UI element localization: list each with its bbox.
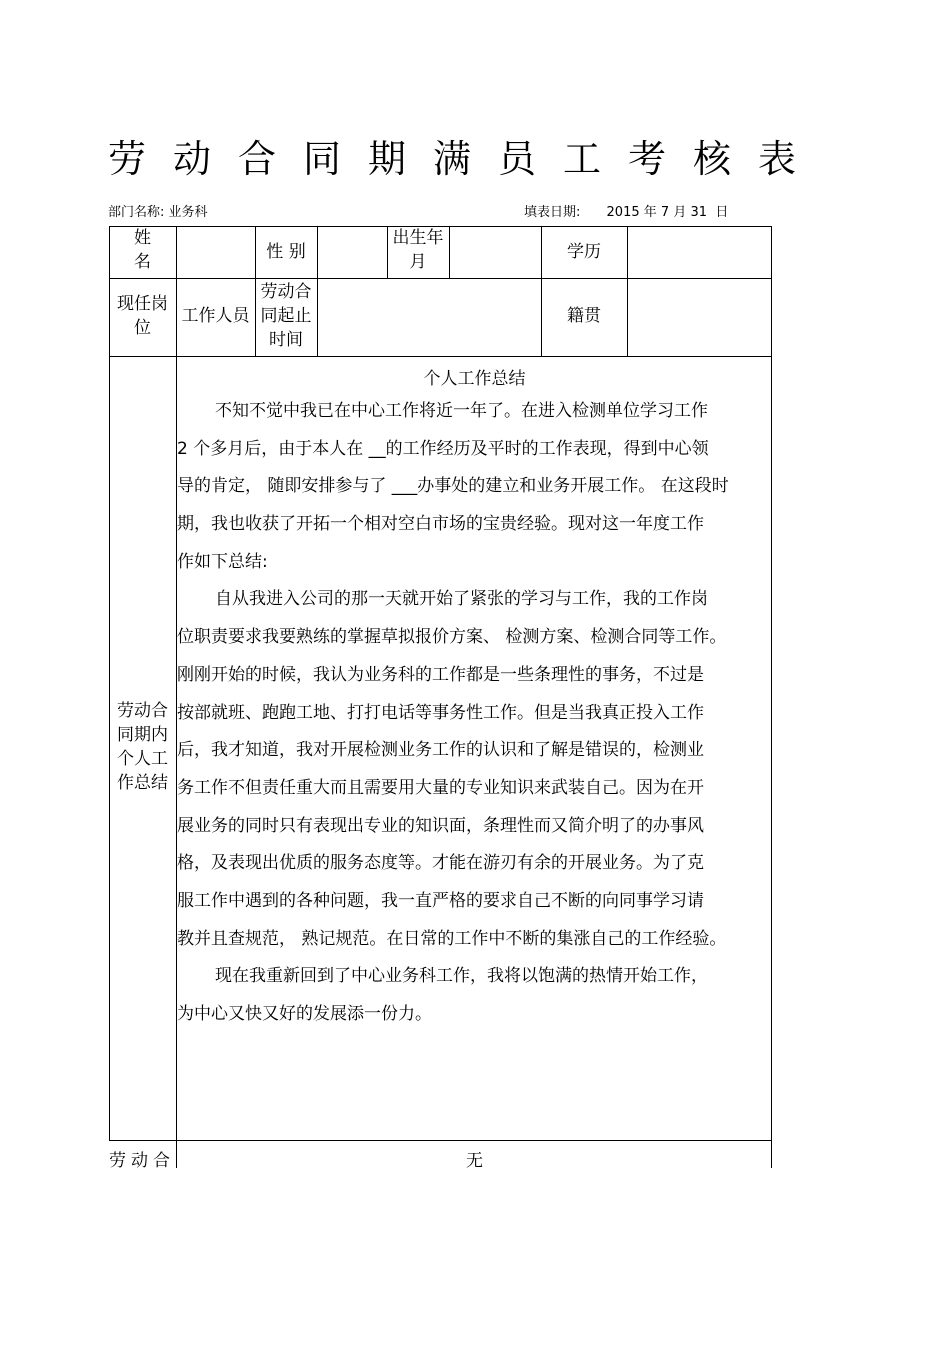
fill-date-day-unit: 日 bbox=[715, 205, 729, 220]
birth-label: 出生年 月 bbox=[392, 228, 444, 272]
evaluation-table bbox=[109, 226, 772, 1171]
gender-label: 性 别 bbox=[266, 242, 306, 262]
table-border-left bbox=[109, 226, 110, 1140]
department-label: 部门名称: bbox=[108, 205, 165, 220]
row-divider-2 bbox=[109, 356, 772, 357]
summary-line: 为中心又快又好的发展添一份力。 bbox=[177, 1004, 432, 1024]
fill-date-month: 7 bbox=[660, 205, 670, 220]
summary-line: 现在我重新回到了中心业务科工作，我将以饱满的热情开始工作， bbox=[215, 966, 708, 987]
row-divider-3 bbox=[109, 1140, 772, 1141]
summary-line: 务工作不但责任重大而且需要用大量的专业知识来武装自己。因为在开 bbox=[177, 777, 704, 798]
name-label: 姓 名 bbox=[134, 228, 151, 272]
summary-line: 位职责要求我要熟练的掌握草拟报价方案、 检测方案、检测合同等工作。 bbox=[177, 627, 727, 648]
summary-line: 后，我才知道，我对开展检测业务工作的认识和了解是错误的，检测业 bbox=[177, 740, 704, 761]
row-divider-1 bbox=[109, 278, 772, 279]
fill-date-year-unit: 年 bbox=[643, 205, 657, 220]
form-title: 劳动合同期满员工考核表 bbox=[108, 137, 824, 181]
fill-date-year: 2015 bbox=[606, 205, 640, 220]
current-post-value: 工作人员 bbox=[181, 306, 250, 326]
fill-date-day: 31 bbox=[690, 205, 708, 220]
bottom-row-label: 劳动合 bbox=[109, 1151, 175, 1171]
summary-line: 教并且查规范， 熟记规范。在日常的工作中不断的集涨自己的工作经验。 bbox=[177, 928, 727, 949]
summary-title: 个人工作总结 bbox=[423, 369, 526, 389]
col-divider-5 bbox=[449, 226, 450, 278]
summary-line: 展业务的同时只有表现出专业的知识面，条理性而又简介明了的办事风 bbox=[177, 815, 704, 836]
summary-line: 刚刚开始的时候，我认为业务科的工作都是一些条理性的事务，不过是 bbox=[177, 664, 704, 685]
summary-side-label: 劳动合 同期内 个人工 作总结 bbox=[117, 701, 168, 793]
fill-date-field bbox=[524, 201, 728, 220]
bottom-row-value: 无 bbox=[466, 1151, 483, 1171]
summary-body bbox=[177, 393, 772, 1034]
summary-line: 按部就班、跑跑工地、打打电话等事务性工作。但是当我真正投入工作 bbox=[177, 702, 704, 723]
summary-line: 自从我进入公司的那一天就开始了紧张的学习与工作，我的工作岗 bbox=[215, 589, 708, 610]
current-post-label: 现任岗 位 bbox=[117, 294, 168, 338]
fill-date-month-unit: 月 bbox=[673, 205, 687, 220]
summary-line: 导的肯定， 随即安排参与了 ___办事处的建立和业务开展工作。 在这段时 bbox=[177, 476, 729, 497]
department-field bbox=[108, 201, 208, 220]
contract-period-label: 劳动合 同起止 时间 bbox=[260, 282, 312, 350]
col-divider-7 bbox=[627, 226, 628, 356]
summary-line: 格，及表现出优质的服务态度等。才能在游刃有余的开展业务。为了克 bbox=[177, 853, 704, 874]
summary-line: 作如下总结: bbox=[177, 551, 268, 572]
summary-line: 2 个多月后，由于本人在 __的工作经历及平时的工作表现，得到中心领 bbox=[177, 438, 709, 459]
fill-date-label: 填表日期: bbox=[524, 205, 581, 220]
col-divider-3 bbox=[317, 226, 318, 356]
education-label: 学历 bbox=[567, 242, 601, 262]
native-place-label: 籍贯 bbox=[567, 306, 601, 326]
summary-line: 服工作中遇到的各种问题，我一直严格的要求自己不断的向同事学习请 bbox=[177, 890, 704, 911]
department-value: 业务科 bbox=[168, 205, 208, 220]
summary-line: 不知不觉中我已在中心工作将近一年了。在进入检测单位学习工作 bbox=[215, 401, 708, 421]
summary-line: 期，我也收获了开拓一个相对空白市场的宝贵经验。现对这一年度工作 bbox=[177, 514, 704, 535]
